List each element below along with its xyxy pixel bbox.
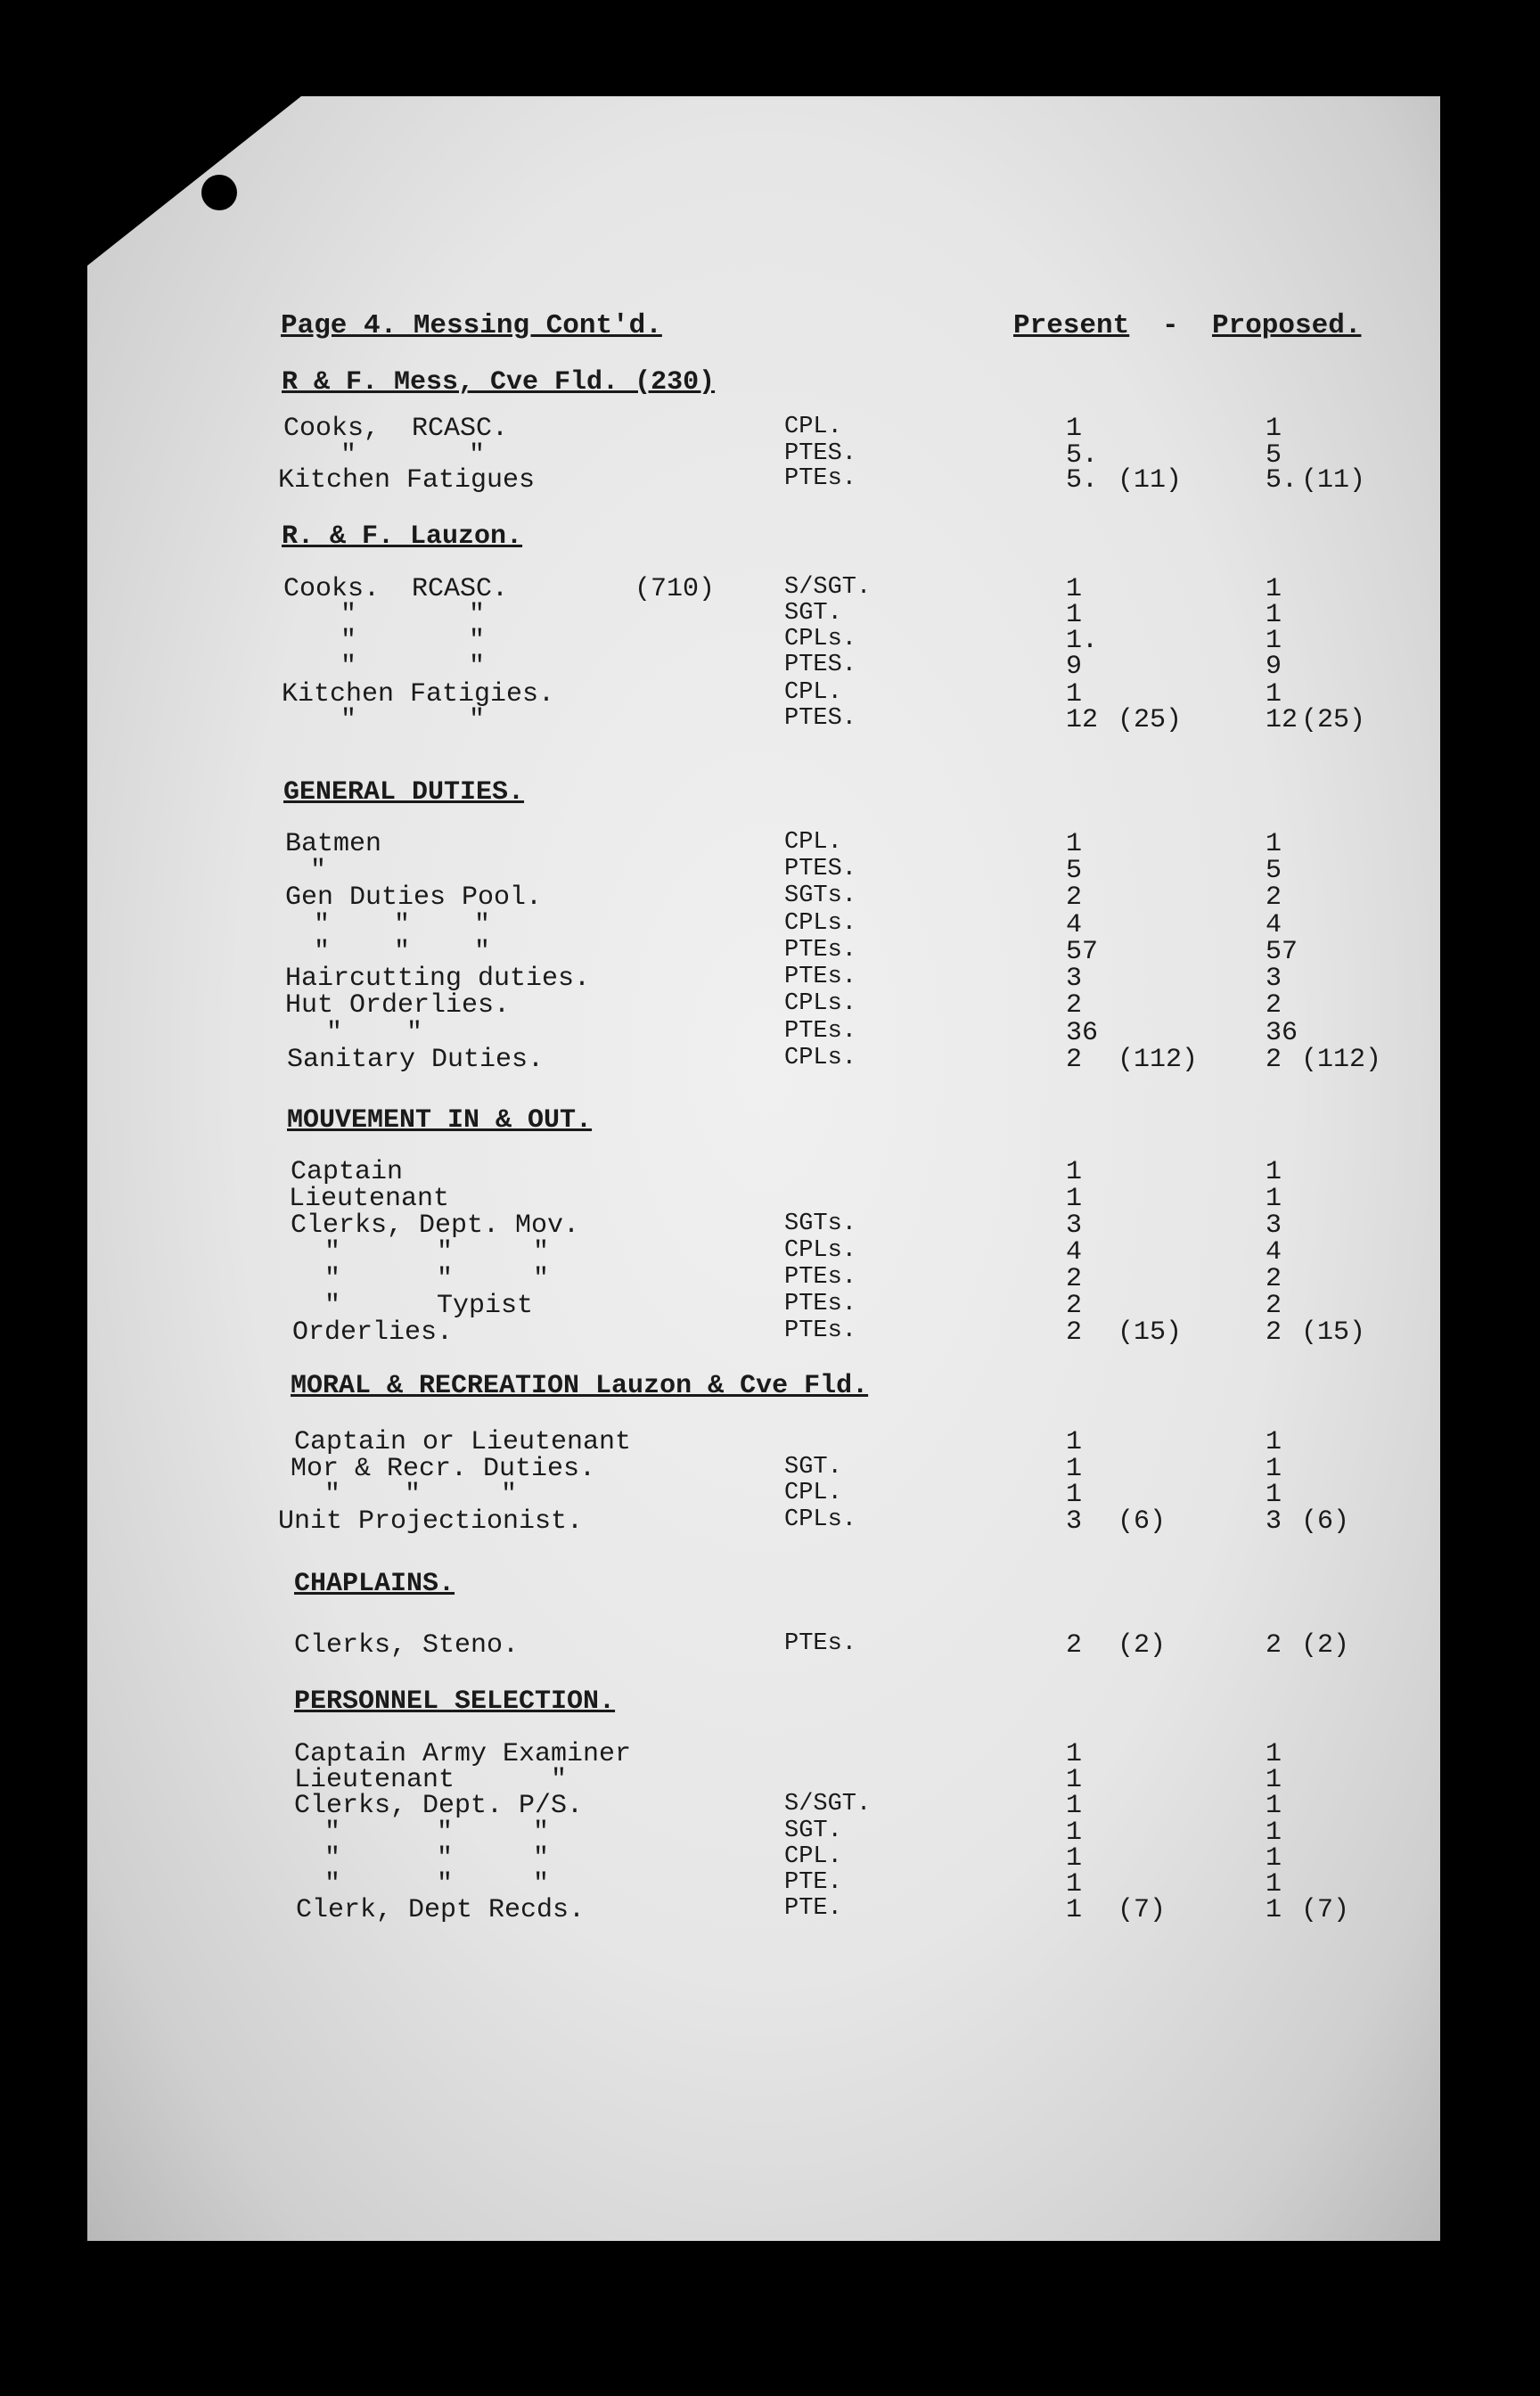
present-subtotal: (15) (1118, 1317, 1183, 1348)
present-count: 57 (1066, 937, 1099, 967)
row-item-label: " " (308, 440, 486, 471)
proposed-count: 1 (1266, 414, 1282, 444)
row-item-label: " " " (308, 1480, 518, 1510)
row-rank: CPLs. (784, 1506, 857, 1533)
punch-hole (201, 175, 237, 210)
row-rank: PTEs. (784, 937, 857, 964)
row-rank: S/SGT. (784, 1791, 872, 1818)
row-rank: PTEs. (784, 465, 857, 492)
row-item-label: Unit Projectionist. (278, 1506, 584, 1537)
present-count: 2 (1066, 1045, 1083, 1075)
present-count: 1 (1066, 1184, 1083, 1214)
proposed-count: 2 (1266, 1291, 1282, 1321)
row-rank: PTEs. (784, 964, 857, 990)
present-count: 1 (1066, 1739, 1083, 1769)
proposed-count: 2 (1266, 882, 1282, 913)
section-title: MORAL & RECREATION Lauzon & Cve Fld. (291, 1371, 869, 1401)
proposed-count: 36 (1266, 1018, 1298, 1048)
present-count: 1 (1066, 1818, 1083, 1848)
row-item-label: Captain Army Examiner (294, 1739, 632, 1769)
present-count: 1 (1066, 1157, 1083, 1187)
section-title: MOUVEMENT IN & OUT. (287, 1105, 593, 1136)
present-count: 1 (1066, 1895, 1083, 1925)
row-item-label: " " " (308, 1843, 550, 1874)
table-row (0, 1630, 1540, 1661)
row-rank: PTE. (784, 1869, 842, 1896)
present-count: 36 (1066, 1018, 1099, 1048)
present-count: 3 (1066, 1506, 1083, 1537)
present-count: 2 (1066, 1264, 1083, 1294)
present-count: 12 (1066, 705, 1099, 735)
table-row (0, 705, 1540, 735)
present-column-header: Present (1013, 310, 1130, 341)
present-count: 2 (1066, 1291, 1083, 1321)
proposed-count: 1 (1266, 829, 1282, 859)
present-subtotal: (7) (1118, 1895, 1167, 1925)
row-rank: PTES. (784, 440, 857, 467)
proposed-subtotal: (7) (1301, 1895, 1350, 1925)
row-rank: PTES. (784, 856, 857, 882)
proposed-count: 3 (1266, 1210, 1282, 1241)
table-row (0, 574, 1540, 604)
table-row (0, 1895, 1540, 1925)
table-row (0, 1184, 1540, 1214)
proposed-count: 1 (1266, 1184, 1282, 1214)
table-row (0, 1291, 1540, 1321)
present-count: 4 (1066, 1237, 1083, 1268)
row-rank: PTEs. (784, 1317, 857, 1344)
row-item-label: Clerk, Dept Recds. (296, 1895, 586, 1925)
row-item-label: " Typist (308, 1291, 534, 1321)
row-item-label: Mor & Recr. Duties. (291, 1454, 596, 1484)
table-row (0, 1506, 1540, 1537)
table-row (0, 1317, 1540, 1348)
table-row (0, 964, 1540, 994)
proposed-subtotal: (2) (1301, 1630, 1350, 1661)
proposed-count: 4 (1266, 910, 1282, 940)
present-count: 1 (1066, 679, 1083, 710)
row-note: (710) (635, 574, 716, 604)
proposed-count: 1 (1266, 1427, 1282, 1457)
proposed-count: 1 (1266, 1818, 1282, 1848)
row-item-label: Orderlies. (292, 1317, 454, 1348)
proposed-count: 1 (1266, 1454, 1282, 1484)
row-rank: PTEs. (784, 1018, 857, 1045)
section-title: GENERAL DUTIES. (283, 777, 525, 808)
row-rank: CPLs. (784, 1045, 857, 1071)
proposed-count: 1 (1266, 679, 1282, 710)
present-count: 1 (1066, 574, 1083, 604)
row-item-label: " " " (308, 1818, 550, 1848)
present-count: 2 (1066, 1317, 1083, 1348)
present-subtotal: (25) (1118, 705, 1183, 735)
proposed-count: 3 (1266, 964, 1282, 994)
row-item-label: Cooks. RCASC. (283, 574, 509, 604)
row-item-label: " " (308, 652, 486, 682)
proposed-count: 4 (1266, 1237, 1282, 1268)
row-rank: SGT. (784, 600, 842, 627)
present-count: 2 (1066, 882, 1083, 913)
row-item-label: " " " (298, 910, 491, 940)
row-rank: PTE. (784, 1895, 842, 1922)
table-row (0, 600, 1540, 630)
proposed-count: 2 (1266, 1630, 1282, 1661)
row-item-label: " " (308, 626, 486, 656)
proposed-count: 2 (1266, 1264, 1282, 1294)
row-item-label: " " " (308, 1869, 550, 1900)
row-item-label: Clerks, Steno. (294, 1630, 520, 1661)
table-row (0, 1843, 1540, 1874)
row-item-label: " " " (308, 1264, 550, 1294)
proposed-count: 1 (1266, 1895, 1282, 1925)
row-item-label: Captain or Lieutenant (294, 1427, 632, 1457)
present-count: 1 (1066, 414, 1083, 444)
present-count: 1 (1066, 1869, 1083, 1900)
page-header (0, 310, 1540, 355)
row-item-label: Clerks, Dept. Mov. (291, 1210, 580, 1241)
table-row (0, 1237, 1540, 1268)
row-item-label: Lieutenant " (294, 1765, 568, 1795)
proposed-count: 1 (1266, 574, 1282, 604)
present-count: 1 (1066, 600, 1083, 630)
proposed-count: 3 (1266, 1506, 1282, 1537)
row-item-label: Clerks, Dept. P/S. (294, 1791, 584, 1821)
proposed-subtotal: (11) (1301, 465, 1366, 496)
present-count: 9 (1066, 652, 1083, 682)
table-row (0, 1018, 1540, 1048)
proposed-count: 5. (1266, 465, 1298, 496)
row-rank: PTES. (784, 705, 857, 732)
row-item-label: " (294, 856, 327, 886)
present-subtotal: (2) (1118, 1630, 1167, 1661)
table-row (0, 1765, 1540, 1795)
row-rank: CPL. (784, 414, 842, 440)
row-rank: S/SGT. (784, 574, 872, 601)
proposed-count: 1 (1266, 626, 1282, 656)
section-title: R & F. Mess, Cve Fld. (230) (282, 367, 716, 398)
row-item-label: Haircutting duties. (285, 964, 591, 994)
present-count: 4 (1066, 910, 1083, 940)
row-rank: SGTs. (784, 882, 857, 909)
table-row (0, 856, 1540, 886)
proposed-count: 57 (1266, 937, 1298, 967)
table-row (0, 679, 1540, 710)
row-item-label: Cooks, RCASC. (283, 414, 509, 444)
present-count: 3 (1066, 1210, 1083, 1241)
table-row (0, 465, 1540, 496)
proposed-count: 5 (1266, 856, 1282, 886)
table-row (0, 1210, 1540, 1241)
row-item-label: Hut Orderlies. (285, 990, 511, 1021)
present-count: 1 (1066, 1427, 1083, 1457)
table-row (0, 937, 1540, 967)
row-rank: CPLs. (784, 1237, 857, 1264)
table-row (0, 1427, 1540, 1457)
table-row (0, 882, 1540, 913)
present-count: 3 (1066, 964, 1083, 994)
row-item-label: Batmen (285, 829, 382, 859)
table-row (0, 1869, 1540, 1900)
proposed-subtotal: (25) (1301, 705, 1366, 735)
proposed-count: 1 (1266, 1480, 1282, 1510)
proposed-count: 5 (1266, 440, 1282, 471)
proposed-subtotal: (112) (1301, 1045, 1382, 1075)
proposed-count: 1 (1266, 1843, 1282, 1874)
present-subtotal: (6) (1118, 1506, 1167, 1537)
section-title: R. & F. Lauzon. (282, 521, 523, 552)
proposed-column-header: Proposed. (1212, 310, 1362, 341)
table-row (0, 1791, 1540, 1821)
proposed-count: 2 (1266, 1317, 1282, 1348)
table-row (0, 1480, 1540, 1510)
table-row (0, 990, 1540, 1021)
present-count: 1 (1066, 1765, 1083, 1795)
table-row (0, 440, 1540, 471)
present-count: 5. (1066, 440, 1099, 471)
proposed-count: 2 (1266, 990, 1282, 1021)
row-item-label: Captain (291, 1157, 404, 1187)
row-rank: SGT. (784, 1454, 842, 1481)
table-row (0, 414, 1540, 444)
present-count: 2 (1066, 990, 1083, 1021)
present-subtotal: (11) (1118, 465, 1183, 496)
present-count: 5. (1066, 465, 1099, 496)
row-item-label: " " " (298, 937, 491, 967)
table-row (0, 910, 1540, 940)
present-count: 5 (1066, 856, 1083, 886)
table-row (0, 1818, 1540, 1848)
proposed-subtotal: (15) (1301, 1317, 1366, 1348)
row-rank: CPL. (784, 829, 842, 856)
row-rank: CPLs. (784, 626, 857, 652)
table-row (0, 1739, 1540, 1769)
row-rank: SGT. (784, 1818, 842, 1844)
row-item-label: Lieutenant (289, 1184, 450, 1214)
table-row (0, 1454, 1540, 1484)
row-rank: SGTs. (784, 1210, 857, 1237)
row-item-label: " " (308, 600, 486, 630)
proposed-count: 1 (1266, 1739, 1282, 1769)
row-rank: PTEs. (784, 1291, 857, 1317)
present-count: 1 (1066, 1480, 1083, 1510)
table-row (0, 626, 1540, 656)
row-rank: PTES. (784, 652, 857, 678)
table-row (0, 1045, 1540, 1075)
proposed-count: 9 (1266, 652, 1282, 682)
proposed-subtotal: (6) (1301, 1506, 1350, 1537)
present-count: 2 (1066, 1630, 1083, 1661)
table-row (0, 1157, 1540, 1187)
section-title: CHAPLAINS. (294, 1569, 455, 1599)
proposed-count: 1 (1266, 1765, 1282, 1795)
proposed-count: 1 (1266, 1157, 1282, 1187)
row-item-label: " " (308, 705, 486, 735)
row-rank: PTEs. (784, 1630, 857, 1657)
table-row (0, 652, 1540, 682)
proposed-count: 2 (1266, 1045, 1282, 1075)
present-subtotal: (112) (1118, 1045, 1199, 1075)
page-title: Page 4. Messing Cont'd. (281, 310, 662, 341)
row-item-label: " " (294, 1018, 423, 1048)
proposed-count: 1 (1266, 1791, 1282, 1821)
row-rank: PTEs. (784, 1264, 857, 1291)
row-rank: CPL. (784, 679, 842, 706)
row-rank: CPLs. (784, 910, 857, 937)
section-title: PERSONNEL SELECTION. (294, 1686, 616, 1717)
row-item-label: Sanitary Duties. (287, 1045, 545, 1075)
row-item-label: Gen Duties Pool. (285, 882, 543, 913)
proposed-count: 12 (1266, 705, 1298, 735)
table-row (0, 1264, 1540, 1294)
present-count: 1 (1066, 1454, 1083, 1484)
present-count: 1 (1066, 1791, 1083, 1821)
row-rank: CPLs. (784, 990, 857, 1017)
proposed-count: 1 (1266, 600, 1282, 630)
present-count: 1 (1066, 829, 1083, 859)
row-item-label: Kitchen Fatigies. (282, 679, 555, 710)
present-count: 1 (1066, 1843, 1083, 1874)
row-item-label: " " " (308, 1237, 550, 1268)
row-item-label: Kitchen Fatigues (278, 465, 536, 496)
row-rank: CPL. (784, 1480, 842, 1506)
row-rank: CPL. (784, 1843, 842, 1870)
present-count: 1. (1066, 626, 1099, 656)
table-row (0, 829, 1540, 859)
proposed-count: 1 (1266, 1869, 1282, 1900)
header-dash: - (1162, 310, 1179, 341)
